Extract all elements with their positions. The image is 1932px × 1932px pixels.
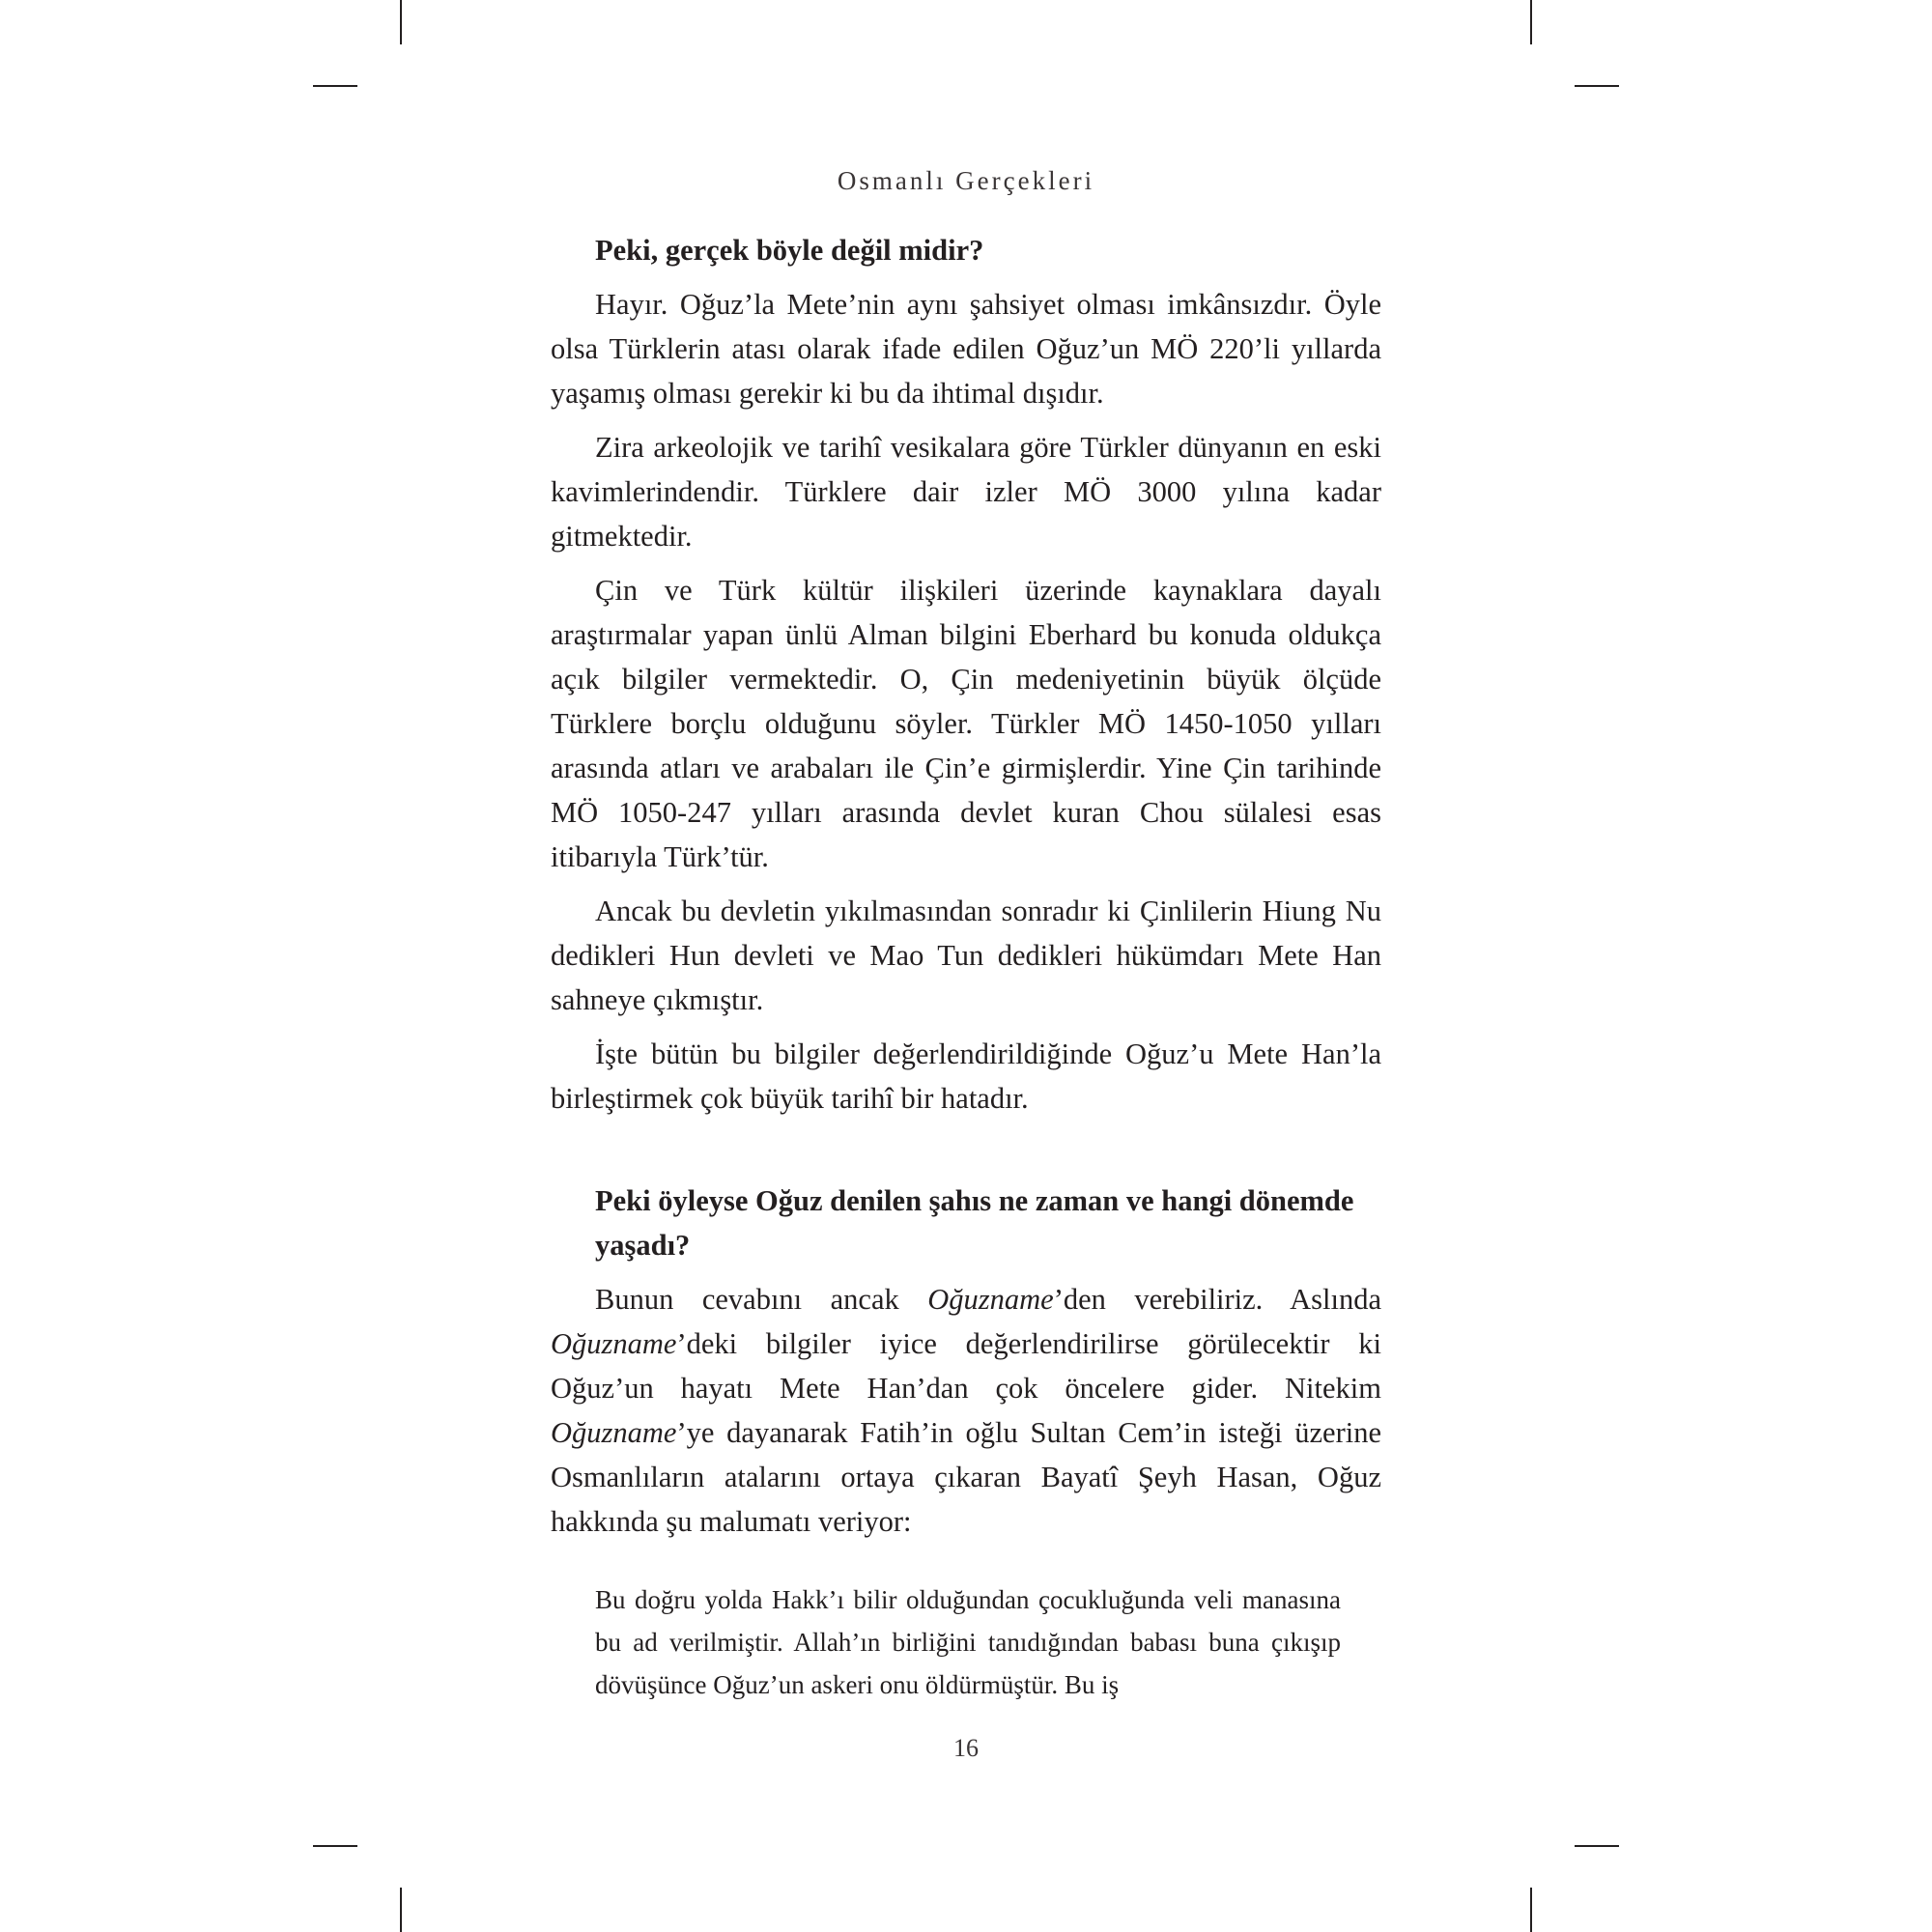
text-run: ’deki bilgiler iyice değerlendirilirse görülecektir ki Oğuz’un hayatı Mete Han’dan çok öncelere gider. Nitekim (551, 1327, 1381, 1405)
section-2-heading: Peki öyleyse Oğuz denilen şahıs ne zaman ve hangi dönemde yaşadı? (595, 1184, 1354, 1262)
book-title: Oğuzname (927, 1283, 1054, 1316)
crop-mark-right-top (1575, 85, 1619, 87)
section-2 (551, 1179, 1381, 1544)
page-number: 16 (953, 1734, 979, 1762)
block-quote-text: Bu doğru yolda Hakk’ı bilir olduğundan çocukluğunda veli manasına bu ad verilmiştir. Allah’ın birliğini tanıdığından babası buna çıkışıp dövüşünce Oğuz’un askeri onu öldürmüştür. Bu iş (595, 1585, 1341, 1699)
crop-mark-top-left (400, 0, 402, 44)
text-run: ’den verebiliriz. Aslında (1053, 1283, 1381, 1316)
section-1-paragraph-4: Ancak bu devletin yıkılmasından sonradır ki Çinlilerin Hiung Nu dedikleri Hun devleti ve Mao Tun dedikleri hükümdarı Mete Han sahneye çıkmıştır. (551, 895, 1381, 1016)
book-title: Oğuzname (551, 1327, 677, 1360)
crop-mark-left-bottom (313, 1845, 357, 1847)
book-title: Oğuzname (551, 1416, 677, 1449)
block-quote (595, 1578, 1341, 1706)
section-1-paragraph-5: İşte bütün bu bilgiler değerlendirildiğinde Oğuz’u Mete Han’la birleştirmek çok büyük tarihî bir hatadır. (551, 1037, 1381, 1115)
section-1 (551, 228, 1381, 1121)
text-run: Bunun cevabını ancak (595, 1283, 928, 1316)
crop-mark-left-top (313, 85, 357, 87)
text-run: ’ye dayanarak Fatih’in oğlu Sultan Cem’in isteği üzerine Osmanlıların atalarını ortaya çıkaran Bayatî Şeyh Hasan, Oğuz hakkında şu malumatı veriyor: (551, 1416, 1381, 1538)
section-1-paragraph-3: Çin ve Türk kültür ilişkileri üzerinde kaynaklara dayalı araştırmalar yapan ünlü Alman bilgini Eberhard bu konuda oldukça açık bilgiler vermektedir. O, Çin medeniyetinin büyük ölçüde Türklere borçlu olduğunu söyler. Türkler MÖ 1450-1050 yılları arasında atları ve arabaları ile Çin’e girmişlerdir. Yine Çin tarihinde MÖ 1050-247 yılları arasında devlet kuran Chou sülalesi esas itibarıyla Türk’tür. (551, 574, 1381, 873)
section-1-paragraph-2: Zira arkeolojik ve tarihî vesikalara göre Türkler dünyanın en eski kavimlerindendir. Türklere dair izler MÖ 3000 yılına kadar gitmektedir. (551, 431, 1381, 553)
crop-mark-bottom-right (1530, 1888, 1532, 1932)
section-1-paragraph-1: Hayır. Oğuz’la Mete’nin aynı şahsiyet olması imkânsızdır. Öyle olsa Türklerin atası olarak ifade edilen Oğuz’un MÖ 220’li yıllarda yaşamış olması gerekir ki bu da ihtimal dışıdır. (551, 288, 1381, 410)
crop-mark-top-right (1530, 0, 1532, 44)
section-2-paragraph-1 (551, 1277, 1381, 1544)
crop-mark-bottom-left (400, 1888, 402, 1932)
running-head: Osmanlı Gerçekleri (837, 166, 1095, 195)
section-1-heading: Peki, gerçek böyle değil midir? (595, 234, 984, 267)
crop-mark-right-bottom (1575, 1845, 1619, 1847)
